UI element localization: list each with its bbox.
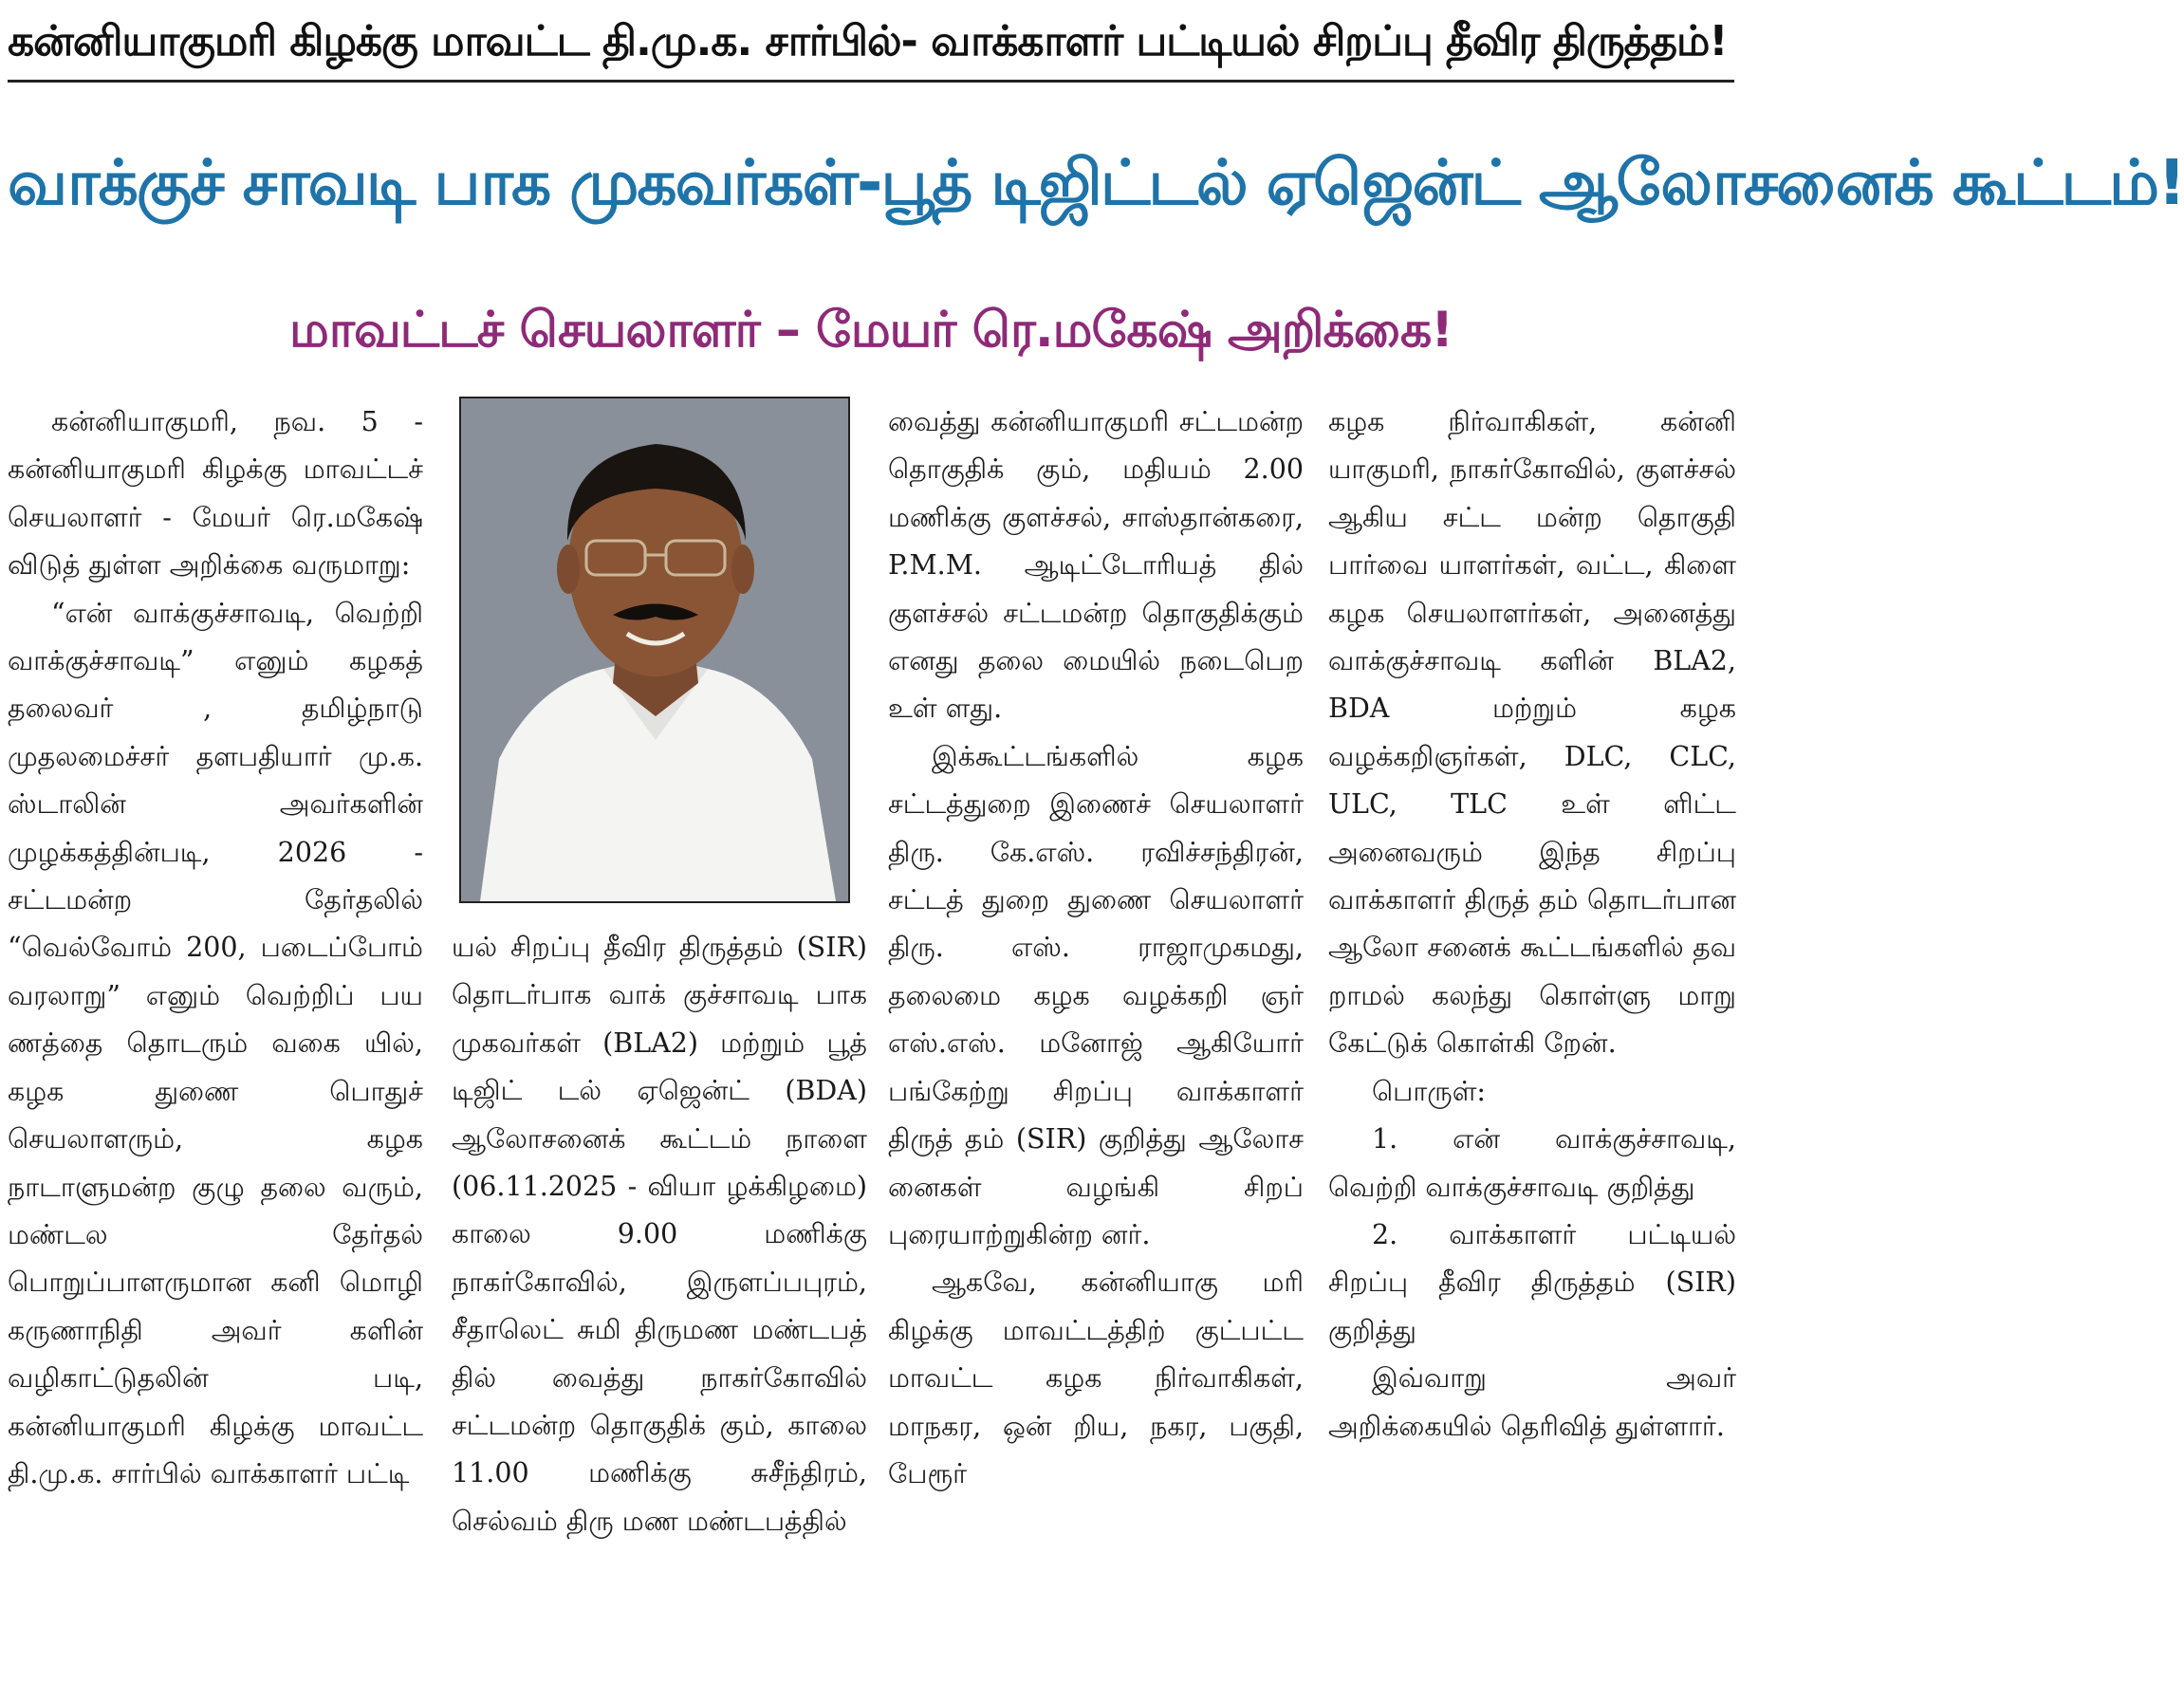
paragraph: கன்னியாகுமரி, நவ. 5 - கன்னியாகுமரி கிழக்கு மாவட்டச் செயலாளர் - மேயர் ரெ.மகேஷ் விடுத் துள்ள அறிக்கை வருமாறு: xyxy=(8,406,423,582)
paragraph: கழக நிர்வாகிகள், கன்னி யாகுமரி, நாகர்கோவில், குளச்சல் ஆகிய சட்ட மன்ற தொகுதி பார்வை யாளர்கள், வட்ட, கிளை கழக செயலாளர்கள், அனைத்து வாக்குச்சாவடி களின் BLA2, BDA மற்றும் கழக வழக்கறிஞர்கள், DLC, CLC, ULC, TLC உள் ளிட்ட அனைவரும் இந்த சிறப்பு வாக்காளர் திருத் தம் தொடர்பான ஆலோ சனைக் கூட்டங்களில் தவ றாமல் கலந்து கொள்ளு மாறு கேட்டுக் கொள்கி றேன். xyxy=(1328,406,1736,1060)
paragraph: இக்கூட்டங்களில் கழக சட்டத்துறை இணைச் செயலாளர் திரு. கே.எஸ். ரவிச்சந்திரன், சட்டத் துறை துணை செயலாளர் திரு. எஸ். ராஜாமுகமது, தலைமை கழக வழக்கறி ஞர் எஸ்.எஸ். மனோஜ் ஆகியோர் பங்கேற்று சிறப்பு வாக்காளர் திருத் தம் (SIR) குறித்து ஆலோச னைகள் வழங்கி சிறப் புரையாற்றுகின்ற னர். xyxy=(888,740,1304,1250)
sub-headline: மாவட்டச் செயலாளர் – மேயர் ரெ.மகேஷ் அறிக்கை! xyxy=(289,302,1453,359)
paragraph: ஆகவே, கன்னியாகு மரி கிழக்கு மாவட்டத்திற் குட்பட்ட மாவட்ட கழக நிர்வாகிகள், மாநகர, ஒன் றிய, நகர, பகுதி, பேரூர் xyxy=(888,1267,1304,1489)
kicker-headline: கன்னியாகுமரி கிழக்கு மாவட்ட தி.மு.க. சார்பில்- வாக்காளர் பட்டியல் சிறப்பு தீவிர திருத்தம்! xyxy=(8,17,1728,65)
article-column-3 xyxy=(888,398,1304,1675)
article-column-2 xyxy=(452,924,867,1675)
main-headline: வாக்குச் சாவடி பாக முகவர்கள்-பூத் டிஜிட்டல் ஏஜென்ட் ஆலோசனைக் கூட்டம்! xyxy=(8,146,2184,219)
paragraph: 1. என் வாக்குச்சாவடி, வெற்றி வாக்குச்சாவடி குறித்து xyxy=(1328,1123,1736,1203)
portrait-photo xyxy=(459,397,850,903)
paragraph: 2. வாக்காளர் பட்டியல் சிறப்பு தீவிர திருத்தம் (SIR) குறித்து xyxy=(1328,1218,1736,1346)
article-column-1 xyxy=(8,398,423,1675)
paragraph: யல் சிறப்பு தீவிர திருத்தம் (SIR) தொடர்பாக வாக் குச்சாவடி பாக முகவர்கள் (BLA2) மற்றும் பூத் டிஜிட் டல் ஏஜென்ட் (BDA) ஆலோசனைக் கூட்டம் நாளை (06.11.2025 - வியா ழக்கிழமை) காலை 9.00 மணிக்கு நாகர்கோவில், இருளப்பபுரம், சீதாலெட் சுமி திருமண மண்டபத் தில் வைத்து நாகர்கோவில் சட்டமன்ற தொகுதிக் கும், காலை 11.00 மணிக்கு சுசீந்திரம், செல்வம் திரு மண மண்டபத்தில் xyxy=(452,932,867,1537)
article-column-4 xyxy=(1328,398,1736,1675)
paragraph: பொருள்: xyxy=(1372,1075,1487,1107)
paragraph: வைத்து கன்னியாகுமரி சட்டமன்ற தொகுதிக் கும், மதியம் 2.00 மணிக்கு குளச்சல், சாஸ்தான்கரை, P.M.M. ஆடிட்டோரியத் தில் குளச்சல் சட்டமன்ற தொகுதிக்கும் எனது தலை மையில் நடைபெற உள் ளது. xyxy=(888,406,1304,725)
portrait-photo-icon xyxy=(461,398,848,901)
paragraph: “என் வாக்குச்சாவடி, வெற்றி வாக்குச்சாவடி” எனும் கழகத் தலைவர் , தமிழ்நாடு முதலமைச்சர் தளபதியார் மு.க. ஸ்டாலின் அவர்களின் முழக்கத்தின்படி, 2026 - சட்டமன்ற தேர்தலில் “வெல்வோம் 200, படைப்போம் வரலாறு” எனும் வெற்றிப் பய ணத்தை தொடரும் வகை யில், கழக துணை பொதுச் செயலாளரும், கழக நாடாளுமன்ற குழு தலை வரும், மண்டல தேர்தல் பொறுப்பாளருமான கனி மொழி கருணாநிதி அவர் களின் வழிகாட்டுதலின் படி, கன்னியாகுமரி கிழக்கு மாவட்ட தி.மு.க. சார்பில் வாக்காளர் பட்டி xyxy=(8,597,423,1489)
header-rule xyxy=(8,80,1734,83)
paragraph: இவ்வாறு அவர் அறிக்கையில் தெரிவித் துள்ளார். xyxy=(1328,1362,1736,1442)
